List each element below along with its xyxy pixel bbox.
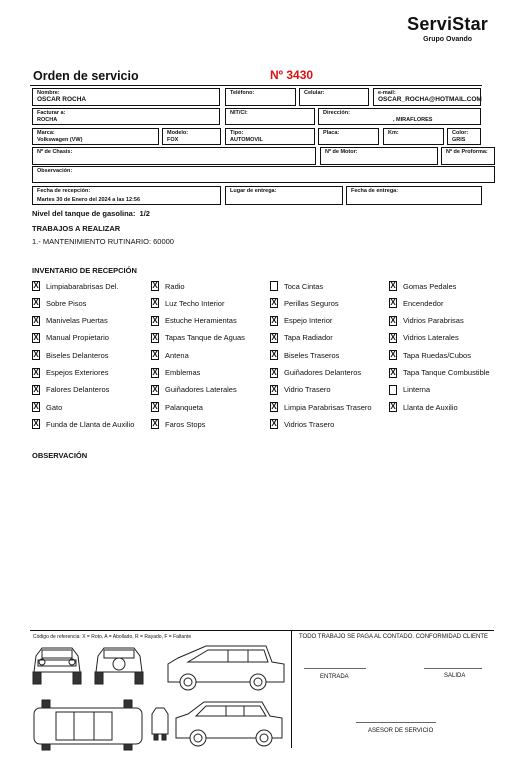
checked-box-icon: X (390, 281, 396, 290)
inventory-item-label: Toca Cintas (284, 281, 324, 291)
checked-box-icon: X (152, 281, 158, 290)
color-value: GRIS (452, 137, 466, 143)
observacion-label: Observación: (37, 168, 73, 174)
celular-field (299, 88, 369, 106)
nombre-field (32, 88, 220, 106)
inventory-item (389, 349, 471, 361)
inventory-item-label: Biseles Traseros (284, 350, 340, 360)
checked-box-icon: X (33, 384, 39, 394)
inventory-item (270, 280, 323, 292)
inventory-item-label: Vidrios Laterales (403, 333, 459, 343)
tipo-field (225, 128, 315, 145)
proforma-label: Nº de Proforma: (446, 149, 488, 155)
proforma-field (441, 147, 495, 165)
chasis-label: Nº de Chasis: (37, 149, 73, 155)
inventory-item-label: Emblemas (165, 368, 201, 377)
inventory-item (151, 349, 189, 361)
works-title: TRABAJOS A REALIZAR (32, 224, 121, 233)
salida-label: SALIDA (444, 673, 466, 679)
facturar-value: ROCHA (37, 117, 58, 123)
inventory-item (389, 401, 458, 413)
inventory-item-label: Radio (165, 281, 185, 291)
empty-box-icon (389, 385, 397, 395)
inventory-item (270, 418, 334, 430)
inventory-item-label: Llanta de Auxilio (403, 402, 458, 412)
inventory-item (151, 401, 203, 413)
inventory-item-label: Tapas Tanque de Aguas (165, 333, 245, 343)
motor-field (320, 147, 438, 165)
car-rear-view (95, 648, 143, 684)
inventory-item (32, 384, 109, 396)
modelo-field (162, 128, 221, 145)
fecha-recepcion-value: Martes 30 de Enero del 2024 a las 12:56 (37, 197, 141, 203)
placa-label: Placa: (323, 130, 340, 136)
inventory-item (32, 418, 134, 430)
inventory-item (32, 280, 119, 292)
checked-box-icon: X (390, 298, 396, 308)
direccion-field (318, 108, 481, 125)
inventory-item-label: Tapa Ruedas/Cubos (403, 350, 471, 360)
empty-box-icon (270, 281, 278, 291)
inventory-item-label: Vidrios Parabrisas (403, 316, 464, 326)
checked-box-icon: X (271, 332, 277, 342)
checked-box-icon: X (152, 402, 158, 412)
celular-label: Celular: (304, 90, 325, 96)
tipo-value: AUTOMOVIL (230, 137, 263, 143)
fuel-level (32, 209, 150, 218)
inventory-item-label: Gomas Pedales (403, 281, 457, 291)
car-front-view-small (152, 708, 168, 740)
conditions-text: TODO TRABAJO SE PAGA AL CONTADO. CONFORMIDAD CLIENTE (299, 634, 489, 640)
checked-box-icon: X (271, 298, 277, 308)
modelo-label: Modelo: (167, 130, 189, 136)
inventory-item-label: Espejos Exteriores (46, 368, 109, 377)
checked-box-icon: X (271, 367, 277, 377)
modelo-value: FOX (167, 137, 179, 143)
inventory-item-label: Estuche Heramientas (165, 316, 237, 326)
checked-box-icon: X (152, 315, 158, 325)
inventory-item (270, 332, 333, 344)
nit-label: NIT/CI: (230, 110, 248, 116)
inventory-item (32, 401, 62, 413)
color-field (447, 128, 481, 145)
inventory-item (270, 384, 331, 396)
checked-box-icon: X (390, 367, 396, 377)
salida-signature-line (424, 668, 482, 669)
chasis-field (32, 147, 316, 165)
inventory-item-label: Perillas Seguros (284, 298, 339, 308)
checked-box-icon: X (152, 384, 158, 394)
car-side-view-left (176, 702, 282, 746)
checked-box-icon: X (33, 315, 39, 325)
inventory-item-label: Tapa Tanque Combustible (403, 368, 490, 377)
checked-box-icon: X (271, 384, 277, 394)
inventory-item-label: Guiñadores Delanteros (284, 368, 362, 377)
inventory-item (32, 349, 109, 361)
observation-title: OBSERVACIÓN (32, 451, 88, 460)
order-title-row (30, 68, 482, 86)
car-side-view-right (168, 646, 284, 690)
inventory-item (151, 332, 245, 344)
vehicle-diagram (28, 642, 290, 752)
telefono-label: Teléfono: (230, 90, 255, 96)
checked-box-icon: X (33, 350, 39, 360)
inventory-item (151, 384, 237, 396)
checked-box-icon: X (152, 350, 158, 360)
fecha-recepcion-field (32, 186, 221, 205)
km-field (383, 128, 444, 145)
inventory-item-label: Gato (46, 402, 63, 412)
inventory-item (32, 367, 109, 379)
inventory-item-label: Manivelas Puertas (46, 316, 108, 326)
inventory-item (270, 367, 361, 379)
inventory-item (32, 332, 109, 344)
direccion-value: , MIRAFLORES (393, 117, 433, 123)
checked-box-icon: X (152, 332, 158, 342)
fuel-label: Nivel del tanque de gasolina: (32, 209, 136, 218)
facturar-field (32, 108, 220, 125)
checked-box-icon: X (390, 350, 396, 360)
footer-vertical-divider (291, 630, 292, 748)
inventory-item (270, 349, 339, 361)
observacion-field (32, 166, 495, 183)
inventory-item (32, 297, 86, 309)
tipo-label: Tipo: (230, 130, 244, 136)
inventory-item-label: Manual Propietario (46, 333, 109, 343)
inventory-item (389, 280, 456, 292)
car-top-view (34, 700, 142, 750)
inventory-item-label: Linterna (403, 385, 431, 395)
checked-box-icon: X (390, 315, 396, 325)
inventory-item (151, 315, 237, 327)
inventory-item (389, 384, 430, 396)
inventory-item (151, 280, 185, 292)
lugar-entrega-label: Lugar de entrega: (230, 188, 277, 194)
inventory-item-label: Biseles Delanteros (46, 350, 109, 360)
email-field (373, 88, 481, 106)
placa-field (318, 128, 379, 145)
inventory-item-label: Tapa Radiador (284, 333, 333, 343)
asesor-label: ASESOR DE SERVICIO (368, 728, 434, 734)
footer-divider (30, 630, 494, 631)
inventory-item-label: Faros Stops (165, 419, 206, 429)
inventory-item-label: Antena (165, 350, 189, 360)
inventory-item-label: Limpia Parabrisas Trasero (284, 402, 372, 412)
checked-box-icon: X (271, 315, 277, 325)
marca-label: Marca: (37, 130, 55, 136)
facturar-label: Facturar a: (37, 110, 66, 116)
inventory-item (151, 297, 224, 309)
inventory-title: INVENTARIO DE RECEPCIÓN (32, 266, 137, 275)
direccion-label: Dirección: (323, 110, 350, 116)
telefono-field (225, 88, 296, 106)
inventory-item-label: Vidrios Trasero (284, 419, 335, 429)
marca-field (32, 128, 159, 145)
nombre-value: OSCAR ROCHA (37, 96, 87, 103)
inventory-item (270, 401, 372, 413)
checked-box-icon: X (271, 419, 277, 429)
inventory-item (389, 367, 490, 379)
inventory-item-label: Funda de Llanta de Auxilio (46, 419, 135, 429)
work-item: 1.- MANTENIMIENTO RUTINARIO: 60000 (32, 237, 174, 246)
inventory-item (32, 315, 108, 327)
fuel-value: 1/2 (139, 209, 150, 218)
checked-box-icon: X (33, 419, 39, 429)
inventory-item-label: Espejo Interior (284, 316, 333, 326)
inventory-item-label: Palanqueta (165, 402, 203, 412)
lugar-entrega-field (225, 186, 343, 205)
inventory-item (151, 418, 205, 430)
email-label: e-mail: (378, 90, 396, 96)
email-value: OSCAR_ROCHA@HOTMAIL.COM (378, 96, 482, 103)
inventory-item-label: Limpiabarabrisas Del. (46, 281, 119, 291)
fecha-recepcion-label: Fecha de recepción: (37, 188, 91, 194)
inventory-item-label: Sobre Pisos (46, 298, 87, 308)
brand-subtitle: Grupo Ovando (423, 36, 473, 43)
marca-value: Volkswagen (VW) (37, 137, 83, 143)
fecha-entrega-label: Fecha de entrega: (351, 188, 399, 194)
order-number: Nº 3430 (270, 68, 314, 82)
page-title: Orden de servicio (33, 69, 139, 83)
inventory-item (389, 315, 464, 327)
car-front-view (33, 648, 81, 684)
brand-name: ServiStar (407, 14, 488, 34)
color-label: Color: (452, 130, 469, 136)
inventory-item (270, 297, 339, 309)
inventory-item-label: Guiñadores Laterales (165, 385, 237, 395)
motor-label: Nº de Motor: (325, 149, 358, 155)
checked-box-icon: X (33, 298, 39, 308)
inventory-item-label: Encendedor (403, 298, 444, 308)
checked-box-icon: X (33, 281, 39, 290)
checked-box-icon: X (33, 332, 39, 342)
checked-box-icon: X (271, 402, 277, 412)
inventory-item-label: Falores Delanteros (46, 385, 110, 395)
inventory-item (270, 315, 332, 327)
entrada-label: ENTRADA (320, 674, 349, 680)
asesor-signature-line (356, 722, 436, 723)
km-label: Km: (388, 130, 399, 136)
inventory-item (389, 297, 443, 309)
entrada-signature-line (304, 668, 366, 669)
checked-box-icon: X (152, 298, 158, 308)
inventory-item-label: Vidrio Trasero (284, 385, 331, 395)
checked-box-icon: X (390, 332, 396, 342)
checked-box-icon: X (271, 350, 277, 360)
brand-logo (407, 14, 488, 43)
reference-code: Código de referencia: X = Roto, A = Abollado, R = Rayado, F = Faltante (33, 634, 192, 640)
inventory-item (389, 332, 459, 344)
fecha-entrega-field (346, 186, 482, 205)
checked-box-icon: X (390, 402, 396, 412)
nit-field (225, 108, 315, 125)
checked-box-icon: X (33, 402, 39, 412)
nombre-label: Nombre: (37, 90, 60, 96)
checked-box-icon: X (33, 367, 39, 377)
checked-box-icon: X (152, 367, 158, 377)
inventory-item (151, 367, 200, 379)
checked-box-icon: X (152, 419, 158, 429)
inventory-item-label: Luz Techo Interior (165, 298, 225, 308)
